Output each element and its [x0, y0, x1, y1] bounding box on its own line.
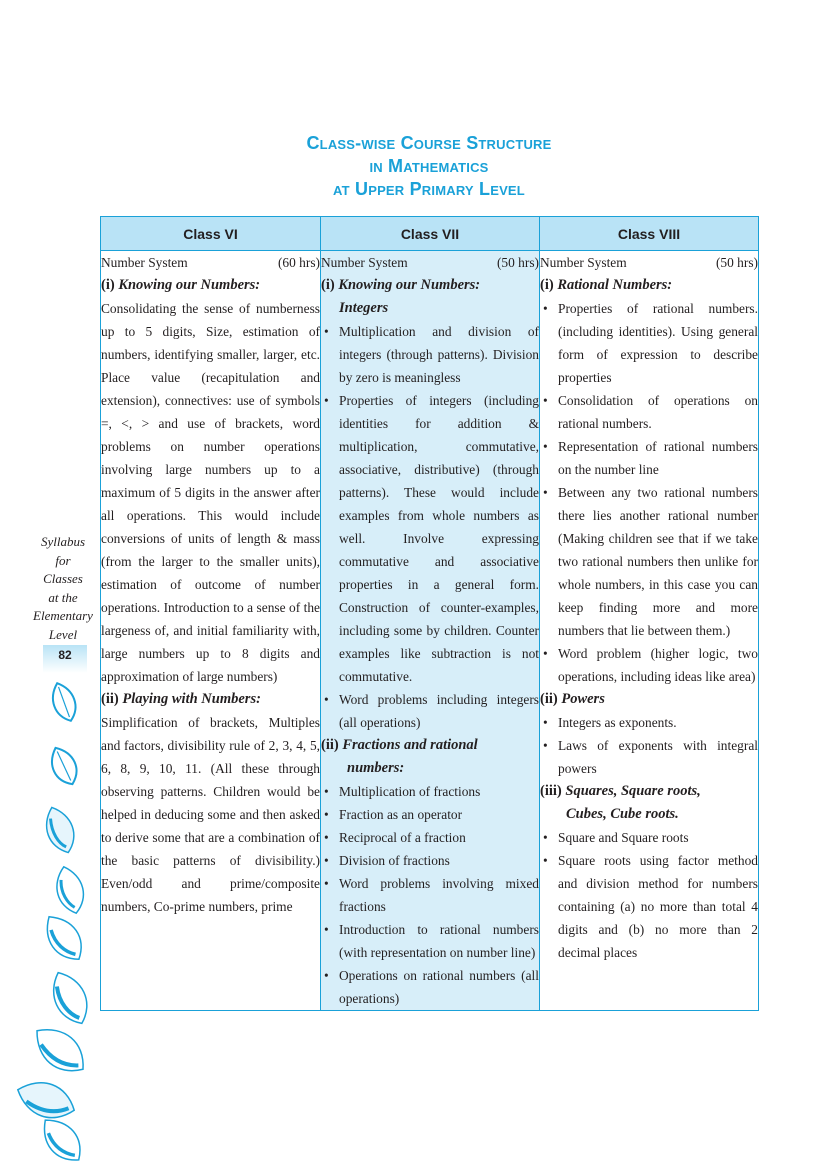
page-number: 82 [43, 645, 87, 673]
leaf-decoration-icon [0, 680, 100, 1169]
bullet-list [540, 297, 758, 688]
section-hours: (60 hrs) [277, 255, 320, 270]
list-item: • Word problems involving mixed fractions [321, 872, 539, 918]
subtopic-number: (ii) [101, 691, 119, 707]
header-class-vii: Class VII [321, 217, 540, 251]
list-item: • Laws of exponents with integral powers [540, 734, 758, 780]
bullet-list [540, 826, 758, 964]
subtopic-title-cont: Cubes, Cube roots. [566, 806, 679, 822]
subtopic-number: (i) [540, 277, 554, 293]
list-item: • Integers as exponents. [540, 711, 758, 734]
subtopic-title: Squares, Square roots, [565, 783, 701, 799]
subtopic-paragraph: Consolidating the sense of numberness up to 5 digits, Size, estimation of numbers, identifying smaller, larger, etc. Place value (recapitulation and extension), connectives: use of symbols =, <, > and use of brackets, word problems on number operations involving large numbers up to a maximum of 5 digits in the answer after all operations. This would include conversions of units of length & mass (from the larger to the smaller units), estimation of outcome of number operations. Introduction to a sense of the largeness of, and initial familiarity with, large numbers up to 8 digits and approximation of large numbers) [101, 301, 320, 684]
subtopic-title: Powers [561, 691, 605, 707]
list-item: • Square and Square roots [540, 826, 758, 849]
section-title: Number System [321, 255, 408, 270]
subtopic-heading [540, 274, 758, 297]
list-item: • Word problems including integers (all operations) [321, 688, 539, 734]
list-item: • Multiplication of fractions [321, 780, 539, 803]
class-vii-cell [321, 251, 540, 1011]
bullet-list [540, 711, 758, 780]
subtopic-number: (ii) [321, 737, 339, 753]
sidebar-line: Elementary [33, 608, 93, 623]
subtopic-heading [101, 688, 320, 711]
sidebar-caption [28, 533, 98, 644]
class-vi-cell [101, 251, 321, 1011]
list-item: • Introduction to rational numbers (with representation on number line) [321, 918, 539, 964]
list-item: • Properties of rational numbers. (including identities). Using general form of expression to describe properties [540, 297, 758, 389]
section-title: Number System [101, 255, 188, 270]
header-class-viii: Class VIII [540, 217, 759, 251]
subtopic-title: Fractions and rational [342, 737, 478, 753]
title-line-2: in Mathematics [369, 156, 489, 176]
list-item: • Operations on rational numbers (all operations) [321, 964, 539, 1010]
section-heading [101, 251, 320, 274]
subtopic-title: Knowing our Numbers: [118, 277, 261, 293]
subtopic-number: (i) [101, 277, 115, 293]
subtopic-number: (i) [321, 277, 335, 293]
list-item: • Representation of rational numbers on the number line [540, 435, 758, 481]
subtopic-title: Rational Numbers: [557, 277, 673, 293]
bullet-list [321, 780, 539, 1010]
sidebar-line: for [55, 552, 71, 568]
section-hours: (50 hrs) [496, 255, 539, 270]
subtopic-title-cont: numbers: [347, 760, 405, 776]
sidebar-line: at the [48, 589, 78, 605]
subtopic-paragraph: Simplification of brackets, Multiples and factors, divisibility rule of 2, 3, 4, 5, 6, 8, 9, 10, 11. (All these through observing patterns. Children would be helped in deducing some and then asked to derive some that are a combination of the basic patterns of divisibility.) Even/odd and prime/composite numbers, Co-prime numbers, prime [101, 715, 320, 914]
section-hours: (50 hrs) [715, 255, 758, 270]
class-viii-cell [540, 251, 759, 1011]
list-item: • Consolidation of operations on rational numbers. [540, 389, 758, 435]
list-item: • Multiplication and division of integers (through patterns). Division by zero is meaningless [321, 320, 539, 389]
header-class-vi: Class VI [101, 217, 321, 251]
subtopic-heading [321, 734, 539, 757]
list-item: • Division of fractions [321, 849, 539, 872]
list-item: • Between any two rational numbers there lies another rational number (Making children see that if we take two rational numbers then unlike for whole numbers, in this case you can keep finding more and more numbers that lie between them.) [540, 481, 758, 642]
list-item: • Reciprocal of a fraction [321, 826, 539, 849]
table-body-row [101, 251, 759, 1011]
subtopic-heading [540, 688, 758, 711]
section-heading [540, 251, 758, 274]
subtopic-number: (iii) [540, 783, 562, 799]
subtopic-heading [321, 274, 539, 297]
list-item: • Fraction as an operator [321, 803, 539, 826]
subtopic-heading [540, 780, 758, 803]
subtopic-title: Playing with Numbers: [122, 691, 261, 707]
subtopic-number: (ii) [540, 691, 558, 707]
list-item: • Square roots using factor method and division method for numbers containing (a) no more than total 4 digits and (b) no more than 2 decimal places [540, 849, 758, 964]
title-line-1: Class-wise Course Structure [306, 133, 552, 153]
title-line-3: at Upper Primary Level [333, 179, 525, 199]
subtopic-heading [101, 274, 320, 297]
sidebar-line: Level [48, 626, 78, 642]
table-header-row [101, 217, 759, 251]
section-heading [321, 251, 539, 274]
page-title [100, 132, 758, 201]
subtopic-title-cont: Integers [339, 300, 389, 316]
section-title: Number System [540, 255, 627, 270]
course-structure-table [100, 216, 759, 1011]
sidebar-line: Classes [43, 571, 83, 586]
bullet-list [321, 320, 539, 734]
subtopic-title: Knowing our Numbers: [338, 277, 481, 293]
sidebar-line: Syllabus [40, 534, 86, 549]
list-item: • Word problem (higher logic, two operations, including ideas like area) [540, 642, 758, 688]
list-item: • Properties of integers (including identities for addition & multiplication, commutative, associative, distributive) (through patterns). These would include examples from whole numbers as well. Involve expressing commutative and associative properties in a general form. Construction of counter-examples, including some by children. Counter examples like subtraction is not commutative. [321, 389, 539, 688]
